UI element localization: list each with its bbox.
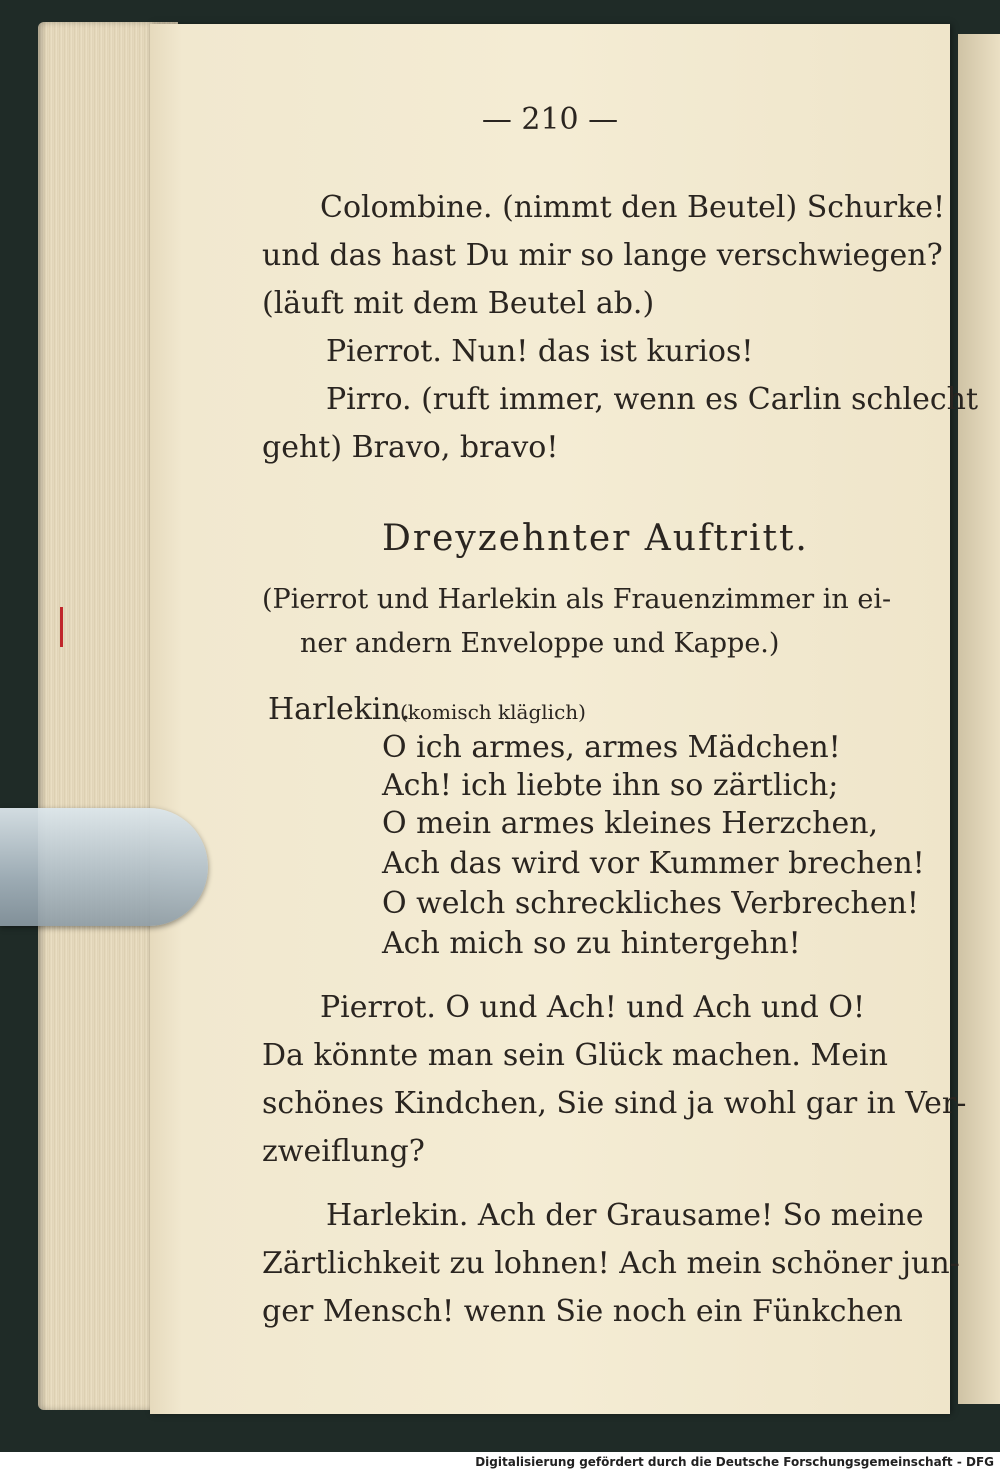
page-number: — 210 —: [481, 102, 619, 137]
stage-direction: ner andern Enveloppe und Kappe.): [300, 628, 780, 659]
verse-line: Ach! ich liebte ihn so zärtlich;: [382, 768, 839, 803]
text-line: (läuft mit dem Beutel ab.): [262, 286, 655, 321]
verse-line: O welch schreckliches Verbrechen!: [382, 886, 919, 921]
text-line: und das hast Du mir so lange verschwiegen?: [262, 238, 943, 273]
text-line: ger Mensch! wenn Sie noch ein Fünkchen: [262, 1294, 903, 1329]
text-line: schönes Kindchen, Sie sind ja wohl gar in Ver-: [262, 1086, 967, 1121]
text-line: Harlekin. Ach der Grausame! So meine: [326, 1198, 924, 1233]
book-page: [150, 24, 979, 1414]
facing-page-edge: [958, 34, 1000, 1404]
scene-heading: Dreyzehnter Auftritt.: [382, 518, 809, 559]
footer-credit: Digitalisierung gefördert durch die Deutsche Forschungsgemeinschaft - DFG: [475, 1455, 994, 1469]
stage-direction: (Pierrot und Harlekin als Frauenzimmer in ei-: [262, 584, 892, 615]
text-line: Pirro. (ruft immer, wenn es Carlin schlecht: [326, 382, 979, 417]
verse-line: O mein armes kleines Herzchen,: [382, 806, 879, 841]
verse-line: Ach mich so zu hintergehn!: [382, 926, 801, 961]
verse-line: O ich armes, armes Mädchen!: [382, 730, 841, 765]
red-bookmark-mark: [60, 607, 63, 647]
text-line: geht) Bravo, bravo!: [262, 430, 559, 465]
text-line: Zärtlichkeit zu lohnen! Ach mein schöner jun-: [262, 1246, 960, 1281]
page-clip: [0, 808, 208, 926]
text-line: Pierrot. Nun! das ist kurios!: [326, 334, 754, 369]
speaker-name: Harlekin.: [268, 692, 411, 727]
footer-bar: [0, 1452, 1000, 1474]
text-line: Pierrot. O und Ach! und Ach und O!: [320, 990, 866, 1025]
text-line: Colombine. (nimmt den Beutel) Schurke!: [320, 190, 946, 225]
verse-line: Ach das wird vor Kummer brechen!: [382, 846, 925, 881]
speaker-direction: (komisch kläglich): [400, 700, 586, 724]
text-line: Da könnte man sein Glück machen. Mein: [262, 1038, 888, 1073]
text-line: zweiflung?: [262, 1134, 425, 1169]
